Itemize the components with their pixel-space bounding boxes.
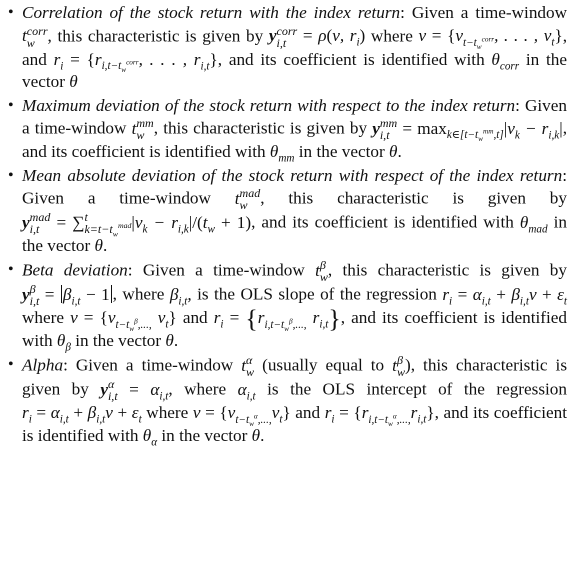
math-symbol: $\theta_\beta$ bbox=[56, 331, 71, 354]
item-title: Mean absolute deviation of the stock return with respect of the index return bbox=[22, 165, 563, 185]
math-formula: $r_i = \alpha_{i,t} + \beta_{i,t}\nu + \varepsilon_t$ bbox=[442, 284, 568, 308]
math-window: t mad w bbox=[234, 186, 261, 213]
list-item-alpha: • Alpha: Given a time-window t α w (usually equal to t β w ), this characteristic is given by y α i,t = $\alpha_{i,t}$, where $\alpha_{i,t}$ is the OLS intercept of the regression $r_i = \alpha_{i,t} + \beta_{i,t}\nu + \varepsilon_t$ where $\nu = \{\nu_{t-t_w^\alpha,...,}\nu_t\}$ and $r_i = \{r_{i,t-t_w^\alpha,...,}r_{i,t}\}$, and its coefficient is identified with $\theta_\alpha$ in the vector θ. bbox=[8, 354, 567, 447]
list-item-max-deviation: • Maximum deviation of the stock return with respect to the index return: Given a time-window t mm w , this characteristic is given by y mm i,t = $\max_{k\in[t-t_w^{mm},t]}|\nu_k - r_{i,k}|$, and its coefficient is identified with $\theta_{mm}$ in the vector θ. bbox=[8, 95, 567, 164]
math-symbol: $\theta_{mm}$ bbox=[269, 142, 295, 165]
math-formula: $r_i = \{r_{i,t-t_w^\beta,...,}$ $r_{i,t}$} bbox=[213, 303, 341, 333]
math-formula: y mad i,t = ∑ t $k=t-t_w^{mad}$ $|\nu_k - r_{i,k}|/(t_w + 1)$ bbox=[22, 210, 252, 239]
math-formula: $\nu = \{\nu_{t-t_w^{corr}}$, . . . , $\nu_t$} bbox=[418, 26, 563, 51]
math-symbol: $\theta_{corr}$ bbox=[491, 49, 520, 73]
math-symbol: θ bbox=[69, 72, 78, 92]
math-symbol: θ bbox=[251, 425, 261, 445]
math-formula: $\nu = \{\nu_{t-t_w^\alpha,...,}\nu_t\}$ bbox=[192, 403, 291, 428]
math-formula: y α i,t = $\alpha_{i,t}$ bbox=[100, 377, 169, 404]
math-symbol: θ bbox=[165, 331, 174, 351]
math-formula: y β i,t = $\beta_{i,t} - 1$ bbox=[22, 281, 110, 309]
item-title: Beta deviation bbox=[22, 260, 128, 280]
item-title: Alpha bbox=[22, 355, 64, 375]
math-formula: y corr i,t = ρ(ν, $r_i$) bbox=[268, 23, 366, 50]
list-item-beta-deviation: • Beta deviation: Given a time-window t β w , this characteristic is given by y β i,t = $\beta_{i,t} - 1$ , where $\beta_{i,t}$, is the OLS slope of the regression $r_i = \alpha_{i,t} + \beta_{i,t}\nu + \varepsilon_t$ where $\nu = \{\nu_{t-t_w^\beta,...,}$ $\nu_t$} and $r_i = \{r_{i,t-t_w^\beta,...,}$ $r_{i,t}$}, and its coefficient is identified with $\theta_\beta$ in the vector θ. bbox=[8, 259, 567, 353]
math-formula: $r_i = \{r_{i,t-t_w^\alpha,...,}r_{i,t}\}$ bbox=[324, 403, 435, 428]
math-symbol: $\theta_{mad}$ bbox=[519, 212, 548, 236]
math-symbol: $\theta_\alpha$ bbox=[142, 425, 158, 449]
item-title: Correlation of the stock return with the index return bbox=[22, 3, 401, 22]
math-symbol: θ bbox=[388, 142, 398, 162]
math-window: t mm w bbox=[131, 116, 154, 143]
math-formula: $r_i = \alpha_{i,t} + \beta_{i,t}\nu + \varepsilon_t$ bbox=[22, 403, 142, 426]
list-item-mean-abs-deviation: • Mean absolute deviation of the stock return with respect of the index return: Given a time-window t mad w , this characteristic is given by y mad i,t = ∑ t $k=t-t_w^{mad}$ $|\nu_k - r_{i,k}|/(t_w + 1)$, and its coefficient is identified with $\theta_{mad}$ in the vector θ. bbox=[8, 165, 567, 258]
math-window: t β w bbox=[392, 352, 405, 379]
characteristics-list bbox=[8, 2, 567, 447]
math-window: t corr w bbox=[22, 23, 48, 50]
math-window: t α w bbox=[241, 352, 255, 379]
math-symbol: $\beta_{i,t}$, bbox=[169, 284, 192, 308]
math-symbol: θ bbox=[94, 236, 103, 256]
math-window: t β w bbox=[315, 257, 328, 284]
math-formula: y mm i,t = $\max_{k\in[t-t_w^{mm},t]}|\nu_k - r_{i,k}|$ bbox=[372, 116, 563, 144]
item-title: Maximum deviation of the stock return with respect to the index return bbox=[22, 95, 516, 115]
math-symbol: $\alpha_{i,t}$ bbox=[237, 379, 256, 403]
list-item-correlation: • Correlation of the stock return with the index return: Given a time-window t corr w , this characteristic is given by y corr i,t = ρ(ν, $r_i$) where $\nu = \{\nu_{t-t_w^{corr}}$, . . . , $\nu_t$}, and $r_i = \{r_{i,t-t_w^{corr}}$, . . . , $r_{i,t}$}, and its coefficient is identified with $\theta_{corr}$ in the vector θ bbox=[8, 2, 567, 94]
math-formula: $\nu = \{\nu_{t-t_w^\beta,...,}$ $\nu_t$} bbox=[70, 308, 177, 333]
math-formula: $r_i = \{r_{i,t-t_w^{corr}}$, . . . , $r_{i,t}$} bbox=[53, 49, 218, 75]
